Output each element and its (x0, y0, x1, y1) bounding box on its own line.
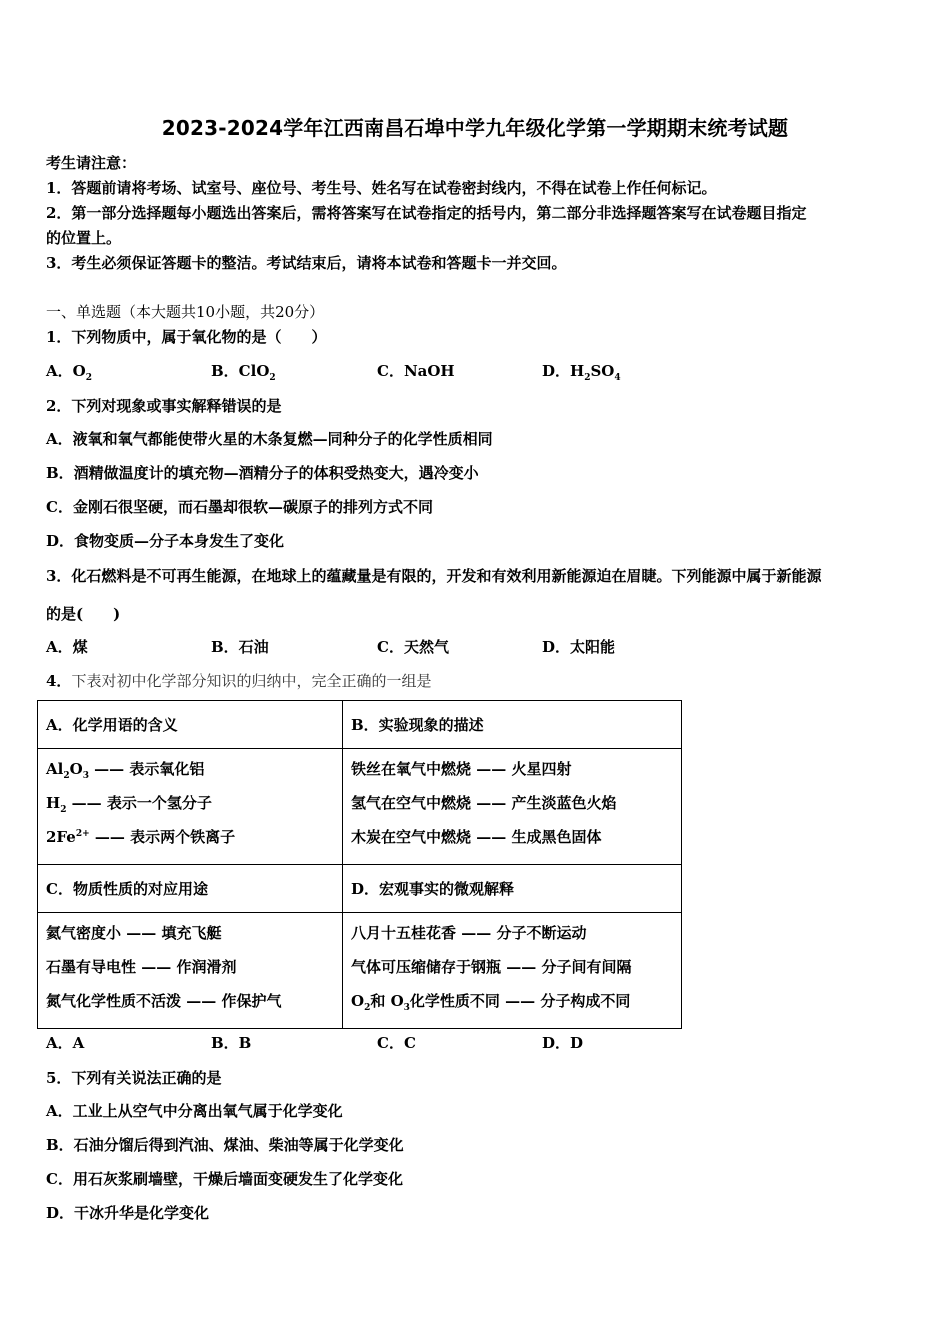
section-heading: 一、单选题（本大题共10小题，共20分） (46, 303, 325, 321)
q5-option-a: A．工业上从空气中分离出氧气属于化学变化 (46, 1102, 343, 1120)
table-line: 气体可压缩储存于钢瓶 —— 分子间有间隔 (351, 958, 632, 976)
q1-option-c: C．NaOH (377, 362, 455, 380)
q4-option-a: A．A (46, 1034, 85, 1052)
table-line: 氦气密度小 —— 填充飞艇 (46, 924, 222, 942)
question-2-stem: 2．下列对现象或事实解释错误的是 (46, 397, 282, 415)
q4-option-c: C．C (377, 1034, 416, 1052)
q1-option-b: B．ClO$_2$ (211, 362, 276, 383)
table-line: 石墨有导电性 —— 作润滑剂 (46, 958, 237, 976)
table-line: $Al_2O_3$ —— 表示氧化铝 (46, 760, 205, 781)
question-5-stem: 5．下列有关说法正确的是 (46, 1069, 222, 1087)
q5-option-c: C．用石灰浆刷墙壁，干燥后墙面变硬发生了化学变化 (46, 1170, 403, 1188)
q4-option-d: D．D (542, 1034, 584, 1052)
question-4-stem: 4．下表对初中化学部分知识的归纳中，完全正确的一组是 (46, 672, 432, 690)
cell-a-head: A．化学用语的含义 (38, 701, 343, 749)
cell-b-head: B．实验现象的描述 (343, 701, 682, 749)
table-line: 铁丝在氧气中燃烧 —— 火星四射 (351, 760, 572, 778)
question-3-stem-cont: 的是( ) (46, 605, 121, 623)
table-line: $H_2$ —— 表示一个氢分子 (46, 794, 212, 815)
notice-heading: 考生请注意： (46, 154, 137, 172)
table-line: 氮气化学性质不活泼 —— 作保护气 (46, 992, 282, 1010)
notice-item: 1．答题前请将考场、试室号、座位号、考生号、姓名写在试卷密封线内，不得在试卷上作任何标记。 (46, 179, 717, 197)
cell-b-body (343, 749, 682, 865)
q3-option-b: B．石油 (211, 638, 269, 656)
table-line: $2Fe^{2+}$ —— 表示两个铁离子 (46, 828, 236, 846)
q4-option-b: B．B (211, 1034, 252, 1052)
q3-option-d: D．太阳能 (542, 638, 616, 656)
question-1-stem: 1．下列物质中，属于氧化物的是（ ） (46, 328, 327, 346)
cell-a-body (38, 749, 343, 865)
q3-option-c: C．天然气 (377, 638, 449, 656)
notice-item: 3．考生必须保证答题卡的整洁。考试结束后，请将本试卷和答题卡一并交回。 (46, 254, 567, 272)
q5-option-d: D．干冰升华是化学变化 (46, 1204, 210, 1222)
q2-option-c: C．金刚石很坚硬，而石墨却很软—碳原子的排列方式不同 (46, 498, 433, 516)
q2-option-b: B．酒精做温度计的填充物—酒精分子的体积受热变大，遇冷变小 (46, 464, 479, 482)
q2-option-a: A．液氧和氧气都能使带火星的木条复燃—同种分子的化学性质相同 (46, 430, 493, 448)
cell-d-body (343, 913, 682, 1029)
q5-option-b: B．石油分馏后得到汽油、煤油、柴油等属于化学变化 (46, 1136, 404, 1154)
cell-c-head: C．物质性质的对应用途 (38, 865, 343, 913)
table-line: 八月十五桂花香 —— 分子不断运动 (351, 924, 587, 942)
notice-item: 的位置上。 (46, 229, 122, 247)
table-line: $O_2$和 $O_3$化学性质不同 —— 分子构成不同 (351, 992, 631, 1013)
cell-d-head: D．宏观事实的微观解释 (343, 865, 682, 913)
notice-item: 2．第一部分选择题每小题选出答案后，需将答案写在试卷指定的括号内，第二部分非选择题答案写在试卷题目指定 (46, 204, 807, 222)
table-line: 木炭在空气中燃烧 —— 生成黑色固体 (351, 828, 602, 846)
q2-option-d: D．食物变质—分子本身发生了变化 (46, 532, 285, 550)
page-title: 2023-2024学年江西南昌石埠中学九年级化学第一学期期末统考试题 (161, 116, 789, 140)
q3-option-a: A．煤 (46, 638, 88, 656)
table-line: 氢气在空气中燃烧 —— 产生淡蓝色火焰 (351, 794, 617, 812)
cell-c-body (38, 913, 343, 1029)
knowledge-table (37, 700, 682, 1029)
q1-option-d: D．$H_2SO_4$ (542, 362, 621, 383)
question-3-stem: 3．化石燃料是不可再生能源，在地球上的蕴藏量是有限的，开发和有效利用新能源迫在眉睫。下列能源中属于新能源 (46, 567, 822, 585)
q1-option-a: A．$O_2$ (46, 362, 92, 383)
